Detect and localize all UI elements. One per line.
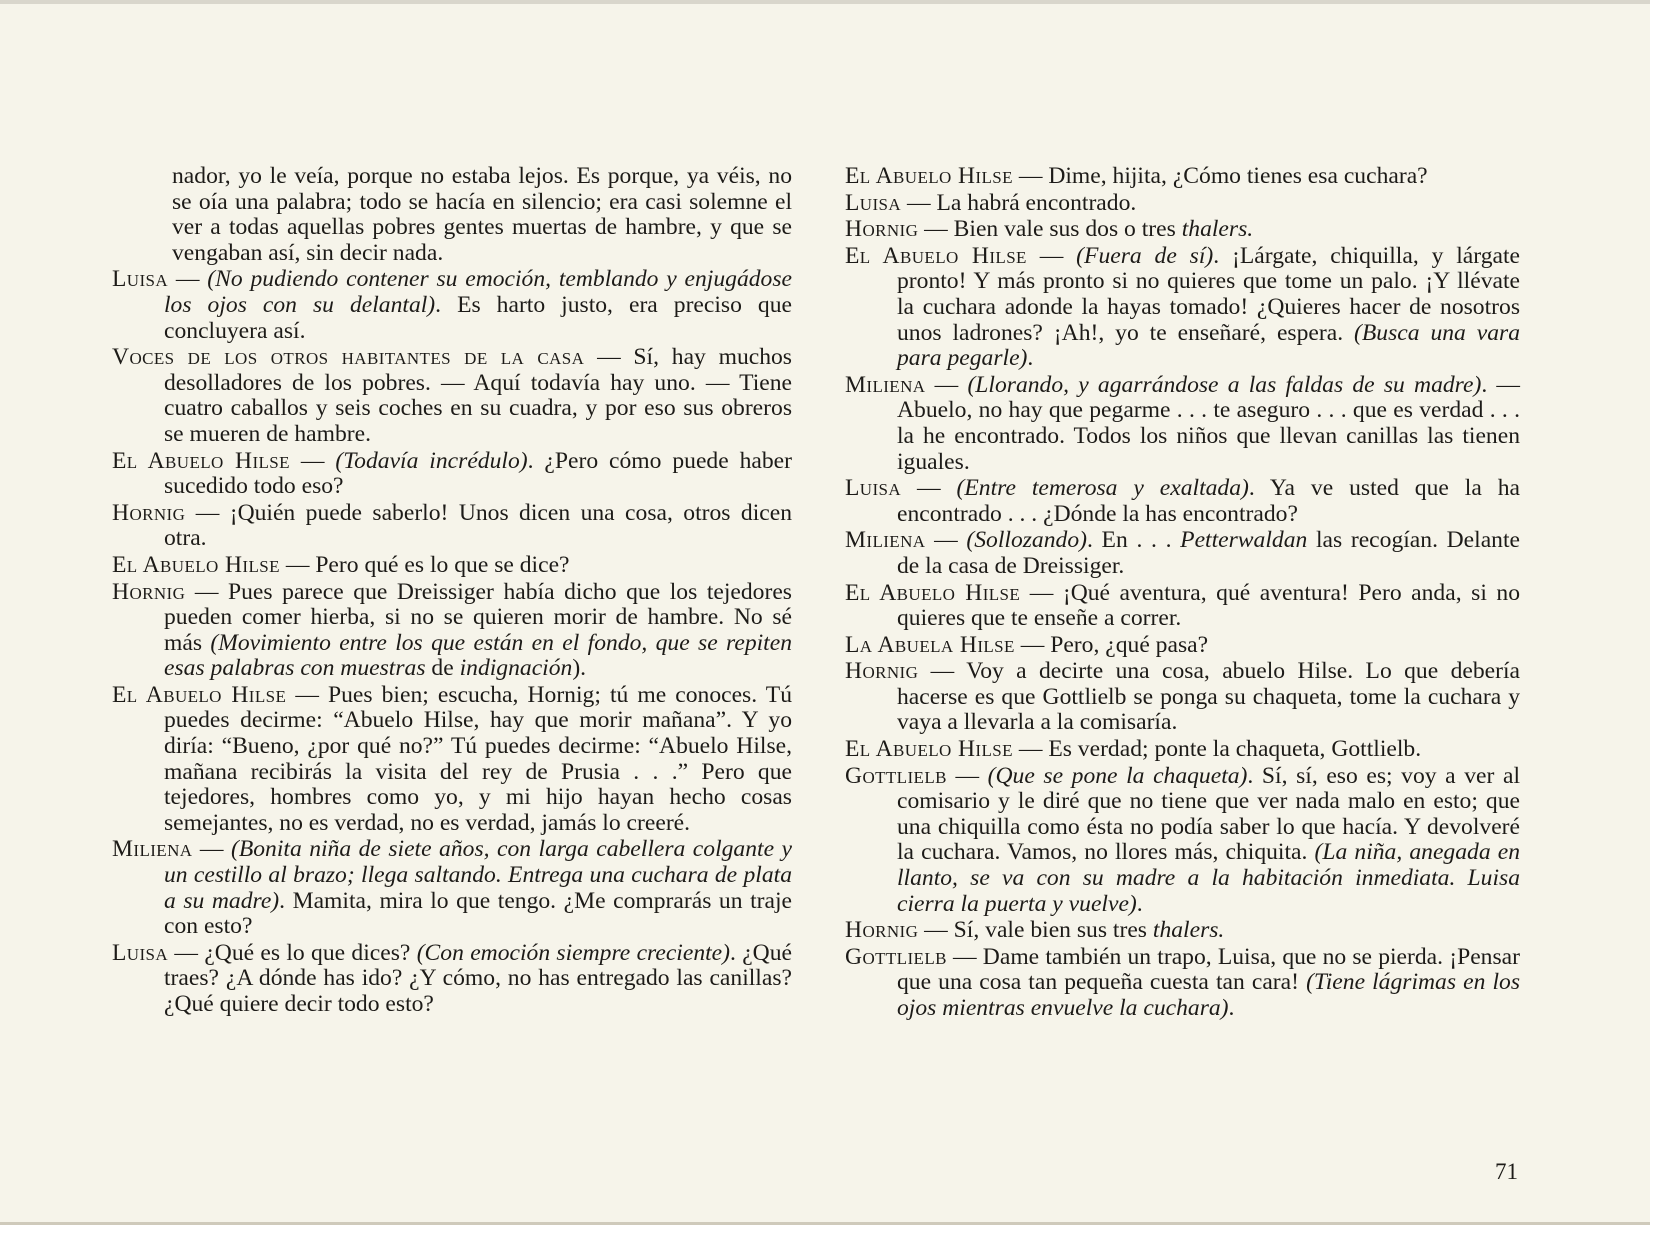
dialogue-text: — ¡Qué aventura, qué aventura! Pero anda, si no quieres que te enseñe a correr. xyxy=(897,579,1520,632)
speaker-name: Miliena xyxy=(845,527,926,554)
dialogue-text: — Pero, ¿qué pasa? xyxy=(1014,631,1209,658)
speaker-name: Hornig xyxy=(112,499,186,526)
dialogue-text: — Pues parece que Dreissiger había dicho que los tejedores pueden comer hierba, si no se quieren morir de hambre. No sé más xyxy=(164,578,792,656)
dialogue-text: . ¿Pero cómo puede haber sucedido todo eso? xyxy=(164,447,793,500)
speaker-name: Hornig xyxy=(845,216,919,243)
dialogue-text: — Voy a decirte una cosa, abuelo Hilse. Lo que debería hacerse es que Gottlielb se ponga su chaqueta, tome la cuchara y vaya a llevarla a la comisaría. xyxy=(897,658,1520,736)
dialogue-text: . Mamita, mira lo que tengo. ¿Me comprarás un traje con esto? xyxy=(164,887,792,940)
dialogue-text: las recogían. Delante de la casa de Dreissiger. xyxy=(897,527,1521,579)
speaker-name: El Abuelo Hilse xyxy=(112,681,287,708)
dialogue-text: nador, yo le veía, porque no estaba lejos. Es porque, ya véis, no se oía una palabra; todo se hacía en silencio; era casi solemne el ver a todas aquellas pobres gentes muertas de hambre, y que se vengaban así, sin decir nada. xyxy=(172,163,792,266)
speaker-name: El Abuelo Hilse xyxy=(845,736,1013,763)
dialogue-paragraph xyxy=(112,941,792,1018)
dialogue-paragraph xyxy=(845,633,1520,659)
dialogue-paragraph xyxy=(112,553,792,579)
dialogue-text: — Es verdad; ponte la chaqueta, Gottlielb. xyxy=(1012,736,1422,763)
stage-direction: (La niña, anegada en llanto, se va con su madre a la habitación inmediata. Luisa cierra la puerta y vuelve) xyxy=(897,839,1520,917)
speaker-name: Luisa xyxy=(112,266,169,293)
dialogue-text: — xyxy=(925,371,968,398)
dialogue-paragraph xyxy=(112,345,792,447)
stage-direction: (Con emoción siempre creciente) xyxy=(416,939,730,966)
speaker-name: Hornig xyxy=(112,578,186,605)
stage-direction: (Bonita niña de siete años, con larga cabellera colgante y un cestillo al brazo; llega saltando. Entrega una cuchara de plata a su madre) xyxy=(164,836,792,914)
dialogue-text: — xyxy=(289,447,336,474)
speaker-name: Luisa xyxy=(845,475,902,502)
speaker-name: Voces de los otros habitantes de la casa xyxy=(112,344,585,371)
dialogue-paragraph xyxy=(845,737,1520,763)
stage-direction: (Fuera de sí) xyxy=(1076,242,1214,269)
dialogue-text: — xyxy=(925,527,967,554)
dialogue-paragraph xyxy=(845,217,1520,243)
dialogue-paragraph xyxy=(112,683,792,837)
dialogue-text: . Ya ve usted que la ha encontrado . . . ¿Dónde la has encontrado? xyxy=(897,475,1521,527)
stage-direction: (Que se pone la chaqueta) xyxy=(987,762,1248,789)
speaker-name: El Abuelo Hilse xyxy=(845,579,1021,606)
stage-direction: thalers. xyxy=(1181,216,1254,243)
dialogue-paragraph xyxy=(845,528,1520,579)
dialogue-paragraph xyxy=(112,267,792,344)
dialogue-text: — ¡Quién puede saberlo! Unos dicen una cosa, otros dicen otra. xyxy=(164,499,792,552)
dialogue-text: — xyxy=(1026,242,1077,269)
dialogue-text: — Bien vale sus dos o tres xyxy=(918,216,1182,243)
speaker-name: Hornig xyxy=(845,658,919,685)
left-column xyxy=(112,164,792,1019)
stage-direction: (Tiene lágrimas en los ojos mientras envuelve la cuchara) xyxy=(897,969,1520,1021)
dialogue-paragraph xyxy=(845,945,1520,1022)
speaker-name: Miliena xyxy=(112,836,193,863)
stage-direction: (Movimiento entre los que están en el fondo, que se repiten esas palabras con muestras xyxy=(164,629,792,682)
stage-direction: (Todavía incrédulo) xyxy=(335,447,528,474)
speaker-name: El Abuelo Hilse xyxy=(845,163,1013,189)
dialogue-paragraph xyxy=(112,449,792,500)
speaker-name: El Abuelo Hilse xyxy=(845,242,1027,269)
dialogue-text: . En . . . xyxy=(1086,527,1181,554)
speaker-name: Miliena xyxy=(845,371,926,398)
dialogue-text: — La habrá encontrado. xyxy=(901,189,1137,216)
dialogue-text: . Sí, sí, eso es; voy a ver al comisario y le diré que no tiene que ver nada malo en esto; que una chiquilla como ésta no podía saber lo que hacía. Y devolveré la cuchara. Vamos, no llores más, chiquita. xyxy=(897,762,1521,866)
dialogue-paragraph xyxy=(112,501,792,552)
speaker-name: Hornig xyxy=(845,917,919,944)
dialogue-text: . ¡Lárgate, chiquilla, y lárgate pronto! Y más pronto si no quieres que tome un palo. ¡Y llévate la cuchara adonde la hayas tomado! ¿Quieres hacer de nosotros unos ladrones? ¡Ah!, yo te enseñaré, espera. xyxy=(897,242,1520,346)
dialogue-text: — Sí, vale bien sus tres xyxy=(918,917,1153,944)
dialogue-text: — xyxy=(946,762,988,789)
dialogue-paragraph xyxy=(845,373,1520,475)
dialogue-paragraph xyxy=(112,837,792,939)
stage-direction: (Busca una vara para pegarle) xyxy=(897,319,1520,372)
dialogue-paragraph xyxy=(845,244,1520,372)
dialogue-text: — xyxy=(901,475,957,502)
dialogue-paragraph xyxy=(845,581,1520,632)
dialogue-paragraph xyxy=(112,580,792,682)
dialogue-text: — Pues bien; escucha, Hornig; tú me conoces. Tú puedes decirme: “Abuelo Hilse, hay que morir mañana”. Y yo diría: “Bueno, ¿por qué no?” Tú puedes decirme: “Abuelo Hilse, mañana recibirás la visita del rey de Prusia . . .” Pero que tejedores, hombres como yo, y mi hijo hayan hecho cosas semejantes, no es verdad, no es verdad, jamás lo creeré. xyxy=(164,681,792,836)
stage-direction: (No pudiendo contener su emoción, temblando y enjugádose los ojos con su delantal) xyxy=(164,266,792,318)
dialogue-paragraph xyxy=(845,764,1520,918)
speaker-name: Luisa xyxy=(845,189,902,216)
stage-direction: (Llorando, y agarrándose a las faldas de su madre) xyxy=(967,371,1482,398)
speaker-name: Gottlielb xyxy=(845,762,947,789)
dialogue-paragraph xyxy=(845,164,1520,190)
dialogue-text: . — Abuelo, no hay que pegarme . . . te aseguro . . . que es verdad . . . la he encontrado. Todos los niños que llevan canillas las tienen iguales. xyxy=(897,371,1521,475)
dialogue-text: — Dime, hijita, ¿Cómo tienes esa cuchara? xyxy=(1012,163,1428,189)
page-number: 71 xyxy=(1495,1159,1518,1184)
text-paragraph xyxy=(112,164,792,266)
stage-direction: thalers. xyxy=(1152,917,1225,944)
dialogue-paragraph xyxy=(845,476,1520,527)
speaker-name: El Abuelo Hilse xyxy=(112,447,290,474)
dialogue-text: — Pero qué es lo que se dice? xyxy=(279,551,570,578)
dialogue-text: — xyxy=(192,836,231,863)
dialogue-text: — ¿Qué es lo que dices? xyxy=(168,939,417,966)
dialogue-text: . xyxy=(1228,995,1235,1021)
dialogue-paragraph xyxy=(845,918,1520,944)
dialogue-paragraph xyxy=(845,659,1520,736)
dialogue-text: . Es harto justo, era preciso que concluyera así. xyxy=(164,291,792,344)
dialogue-text: . xyxy=(1136,890,1143,917)
stage-direction: Petterwaldan xyxy=(1180,527,1308,554)
stage-direction: (Entre temerosa y exaltada) xyxy=(956,475,1249,502)
dialogue-text: — Dame también un trapo, Luisa, que no se pierda. ¡Pensar que una cosa tan pequeña cuesta tan cara! xyxy=(897,943,1520,996)
dialogue-text: . xyxy=(1027,345,1034,372)
dialogue-text: . ¿Qué traes? ¿A dónde has ido? ¿Y cómo, no has entregado las canillas? ¿Qué quiere decir todo esto? xyxy=(164,939,792,1017)
speaker-name: La Abuela Hilse xyxy=(845,631,1015,658)
speaker-name: El Abuelo Hilse xyxy=(112,551,280,578)
speaker-name: Gottlielb xyxy=(845,943,947,970)
speaker-name: Luisa xyxy=(112,939,169,966)
dialogue-text: de xyxy=(425,655,460,682)
stage-direction: indignación xyxy=(459,655,573,682)
stage-direction: (Sollozando) xyxy=(966,527,1087,554)
dialogue-text: — xyxy=(168,266,208,293)
dialogue-paragraph xyxy=(845,191,1520,217)
right-column xyxy=(845,164,1520,1023)
dialogue-text: ). xyxy=(572,655,587,682)
dialogue-text: — Sí, hay muchos desolladores de los pobres. — Aquí todavía hay uno. — Tiene cuatro caballos y seis coches en su cuadra, y por eso sus obreros se mueren de hambre. xyxy=(164,344,792,447)
